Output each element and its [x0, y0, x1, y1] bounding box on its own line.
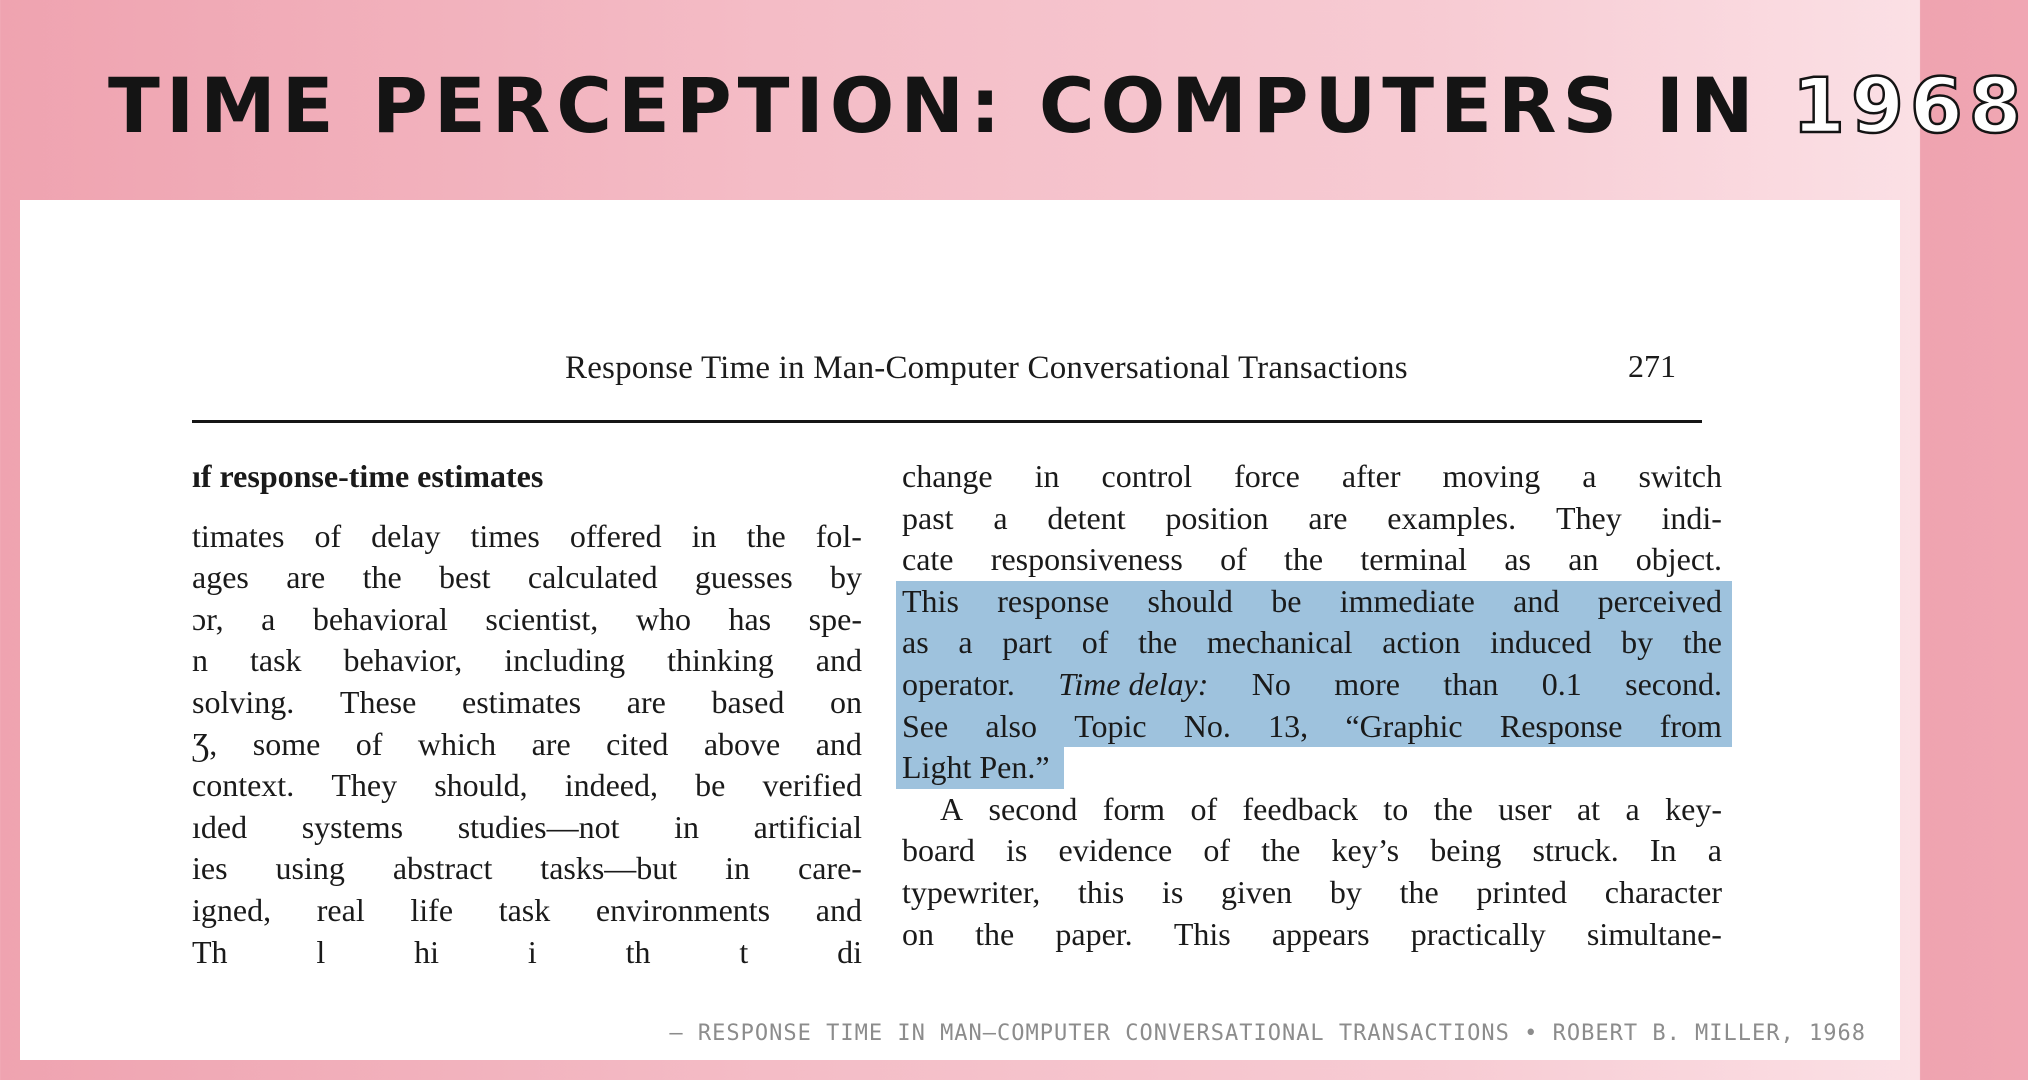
text-line: [902, 498, 1722, 540]
line-word: struck.: [1532, 832, 1619, 869]
line-word: No: [1251, 665, 1291, 702]
line-word: above: [703, 725, 781, 762]
line-word: No.: [1183, 707, 1231, 744]
line-word: offered: [569, 517, 662, 554]
line-word: examples.: [1387, 499, 1517, 536]
line-word: i: [527, 933, 537, 970]
line-word: ıded: [192, 808, 248, 845]
line-word: action: [1382, 624, 1461, 661]
time-delay-label: Time delay:: [1058, 665, 1209, 702]
line-word: Response: [1499, 707, 1623, 744]
line-word: as: [1504, 541, 1531, 578]
line-word: operator.: [902, 665, 1015, 702]
line-word: at: [1576, 790, 1601, 827]
text-line: [192, 682, 862, 724]
line-word: response: [997, 582, 1110, 619]
line-word: 13,: [1268, 707, 1309, 744]
line-word: best: [439, 559, 491, 596]
line-word: of: [1220, 541, 1247, 578]
line-word: Topic: [1074, 707, 1147, 744]
line-word: They: [331, 767, 398, 804]
line-word: be: [695, 767, 726, 804]
line-word: key-: [1665, 790, 1722, 827]
line-word: perceived: [1597, 582, 1722, 619]
line-word: being: [1430, 832, 1502, 869]
line-word: key’s: [1331, 832, 1400, 869]
line-word: second.: [1625, 665, 1722, 702]
line-word: an: [1568, 541, 1599, 578]
line-word: induced: [1490, 624, 1592, 661]
line-word: given: [1221, 873, 1293, 910]
line-word: in: [1034, 458, 1060, 494]
line-word: evidence: [1058, 832, 1173, 869]
line-word: in: [725, 850, 751, 887]
line-word: cited: [606, 725, 669, 762]
line-word: part: [1002, 624, 1053, 661]
line-word: real: [316, 891, 365, 928]
line-word: and: [815, 642, 862, 679]
line-word: These: [339, 683, 417, 720]
line-word: scientist,: [485, 600, 599, 637]
line-word: a: [1707, 832, 1722, 869]
line-word: care-: [798, 850, 862, 887]
line-word: tasks—but: [540, 850, 678, 887]
line-word: Light Pen.”: [902, 749, 1050, 786]
line-word: a: [993, 499, 1008, 536]
line-word: printed: [1476, 873, 1568, 910]
line-word: a: [1582, 458, 1597, 494]
line-word: of: [1203, 832, 1231, 869]
line-word: by: [1329, 873, 1362, 910]
line-word: simultane-: [1586, 915, 1722, 952]
line-word: artificial: [753, 808, 862, 845]
line-word: and: [815, 725, 862, 762]
highlighted-line: [896, 622, 1732, 664]
line-word: “Graphic: [1345, 707, 1463, 744]
line-word: This: [1173, 915, 1231, 952]
line-word: of: [1081, 624, 1109, 661]
line-word: and: [1513, 582, 1560, 619]
line-word: delay: [371, 517, 441, 554]
line-word: hi: [414, 933, 440, 970]
line-word: are: [286, 559, 326, 596]
line-word: the: [1284, 541, 1324, 578]
line-word: calculated: [527, 559, 658, 596]
line-word: the: [746, 517, 786, 554]
section-heading: ıf response-time estimates: [192, 458, 544, 494]
text-line: [192, 640, 862, 682]
text-line: [192, 932, 862, 974]
line-word: estimates: [461, 683, 582, 720]
line-word: using: [275, 850, 345, 887]
paper-excerpt: [20, 200, 1900, 1060]
line-word: responsiveness: [990, 541, 1183, 578]
line-word: fol-: [815, 517, 862, 554]
line-word: form: [1102, 790, 1166, 827]
line-word: including: [504, 642, 626, 679]
line-word: more: [1334, 665, 1400, 702]
line-word: th: [625, 933, 651, 970]
line-word: the: [1399, 873, 1439, 910]
running-head: Response Time in Man-Computer Conversational Transactions: [565, 350, 1408, 386]
line-word: feedback: [1242, 790, 1358, 827]
highlighted-line: [896, 581, 1732, 623]
line-word: a: [958, 624, 973, 661]
text-line: [902, 872, 1722, 914]
line-word: after: [1341, 458, 1401, 494]
line-word: to: [1383, 790, 1409, 827]
line-word: the: [1433, 790, 1473, 827]
line-word: are: [531, 725, 571, 762]
line-word: indi-: [1661, 499, 1722, 536]
line-word: than: [1443, 665, 1499, 702]
line-word: by: [829, 559, 862, 596]
line-word: from: [1659, 707, 1722, 744]
line-word: has: [728, 600, 772, 637]
line-word: ies: [192, 850, 228, 887]
line-word: a: [1625, 790, 1640, 827]
line-word: environments: [595, 891, 771, 928]
line-word: n: [192, 642, 208, 679]
line-word: character: [1604, 873, 1722, 910]
line-word: A: [940, 790, 964, 827]
line-word: moving: [1442, 458, 1541, 494]
text-line: [192, 599, 862, 641]
line-word: practically: [1410, 915, 1546, 952]
line-word: object.: [1635, 541, 1722, 578]
line-word: di: [837, 933, 862, 970]
line-word: force: [1234, 458, 1300, 494]
line-word: should: [1147, 582, 1233, 619]
line-word: See: [902, 707, 949, 744]
line-word: mechanical: [1206, 624, 1353, 661]
slide-title-main: TIME PERCEPTION: COMPUTERS IN: [108, 61, 1793, 150]
line-word: appears: [1271, 915, 1370, 952]
line-word: ages: [192, 559, 249, 596]
highlighted-passage: [902, 581, 1722, 789]
text-line: [192, 807, 862, 849]
line-word: some: [252, 725, 321, 762]
line-word: of: [355, 725, 383, 762]
highlighted-line: [896, 706, 1732, 748]
text-line: [192, 724, 862, 766]
line-word: task: [498, 891, 551, 928]
line-word: systems: [301, 808, 404, 845]
line-word: immediate: [1339, 582, 1475, 619]
line-word: the: [1138, 624, 1178, 661]
line-word: typewriter,: [902, 873, 1041, 910]
line-word: should,: [434, 767, 528, 804]
line-word: solving.: [192, 683, 295, 720]
line-word: by: [1621, 624, 1654, 661]
text-line: [902, 830, 1722, 872]
highlighted-line: [896, 664, 1732, 706]
line-word: behavioral: [312, 600, 448, 637]
line-word: ɔr,: [192, 600, 224, 637]
line-word: also: [985, 707, 1037, 744]
line-word: spe-: [808, 600, 862, 637]
line-word: in: [691, 517, 717, 554]
line-word: task: [250, 642, 302, 679]
line-word: studies—not: [457, 808, 620, 845]
text-line: [192, 516, 862, 558]
text-line: [192, 890, 862, 932]
line-word: and: [815, 891, 862, 928]
line-word: is: [1006, 832, 1028, 869]
line-word: detent: [1047, 499, 1126, 536]
line-word: Th: [192, 933, 228, 970]
highlighted-line: [896, 747, 1064, 789]
line-word: on: [830, 683, 862, 720]
line-word: the: [1261, 832, 1301, 869]
line-word: position: [1165, 499, 1269, 536]
right-column-continuation: [902, 789, 1722, 955]
line-word: past: [902, 499, 954, 536]
line-word: based: [711, 683, 785, 720]
header-rule: [192, 420, 1702, 423]
line-word: 0.1: [1541, 665, 1582, 702]
line-word: be: [1271, 582, 1302, 619]
line-word: behavior,: [343, 642, 463, 679]
line-word: life: [410, 891, 454, 928]
line-word: igned,: [192, 891, 272, 928]
line-word: control: [1101, 458, 1193, 494]
line-word: of: [1190, 790, 1218, 827]
text-line: [902, 914, 1722, 956]
left-column-text: [192, 516, 862, 974]
line-word: thinking: [667, 642, 774, 679]
line-word: are: [1308, 499, 1348, 536]
page-number: 271: [1628, 348, 1676, 384]
line-word: abstract: [392, 850, 493, 887]
text-line: [902, 456, 1722, 498]
line-word: second: [988, 790, 1078, 827]
line-word: t: [739, 933, 749, 970]
right-column: [902, 456, 1722, 952]
line-word: on: [902, 915, 934, 952]
line-word: which: [417, 725, 497, 762]
line-word: guesses: [694, 559, 793, 596]
line-word: user: [1498, 790, 1552, 827]
citation: – RESPONSE TIME IN MAN–COMPUTER CONVERSATIONAL TRANSACTIONS • ROBERT B. MILLER, 1968: [669, 1021, 1866, 1046]
line-word: are: [626, 683, 666, 720]
line-word: indeed,: [564, 767, 658, 804]
line-word: who: [635, 600, 691, 637]
slide-title-year: 1968: [1792, 61, 2028, 150]
line-word: the: [975, 915, 1015, 952]
line-word: Ʒ,: [192, 725, 218, 762]
line-word: is: [1161, 873, 1184, 910]
line-word: in: [674, 808, 699, 845]
text-line: [902, 539, 1722, 581]
line-word: terminal: [1360, 541, 1468, 578]
line-word: as: [902, 624, 929, 661]
line-word: this: [1077, 873, 1125, 910]
line-word: switch: [1638, 458, 1722, 494]
line-word: context.: [192, 767, 295, 804]
right-column-intro: [902, 456, 1722, 581]
line-word: This: [902, 582, 959, 619]
line-word: timates: [192, 517, 285, 554]
line-word: l: [316, 933, 326, 970]
line-word: board: [902, 832, 975, 869]
line-word: of: [314, 517, 342, 554]
line-word: They: [1555, 499, 1622, 536]
left-column: [192, 456, 862, 970]
line-word: the: [1682, 624, 1722, 661]
line-word: verified: [762, 767, 862, 804]
text-line: [192, 765, 862, 807]
line-word: paper.: [1055, 915, 1133, 952]
line-word: change: [902, 458, 993, 494]
line-word: cate: [902, 541, 954, 578]
text-line: [902, 789, 1722, 831]
line-word: times: [470, 517, 540, 554]
line-word: a: [261, 600, 276, 637]
text-line: [192, 557, 862, 599]
slide-title: [108, 60, 2028, 152]
text-line: [192, 848, 862, 890]
line-word: the: [362, 559, 402, 596]
line-word: In: [1649, 832, 1677, 869]
